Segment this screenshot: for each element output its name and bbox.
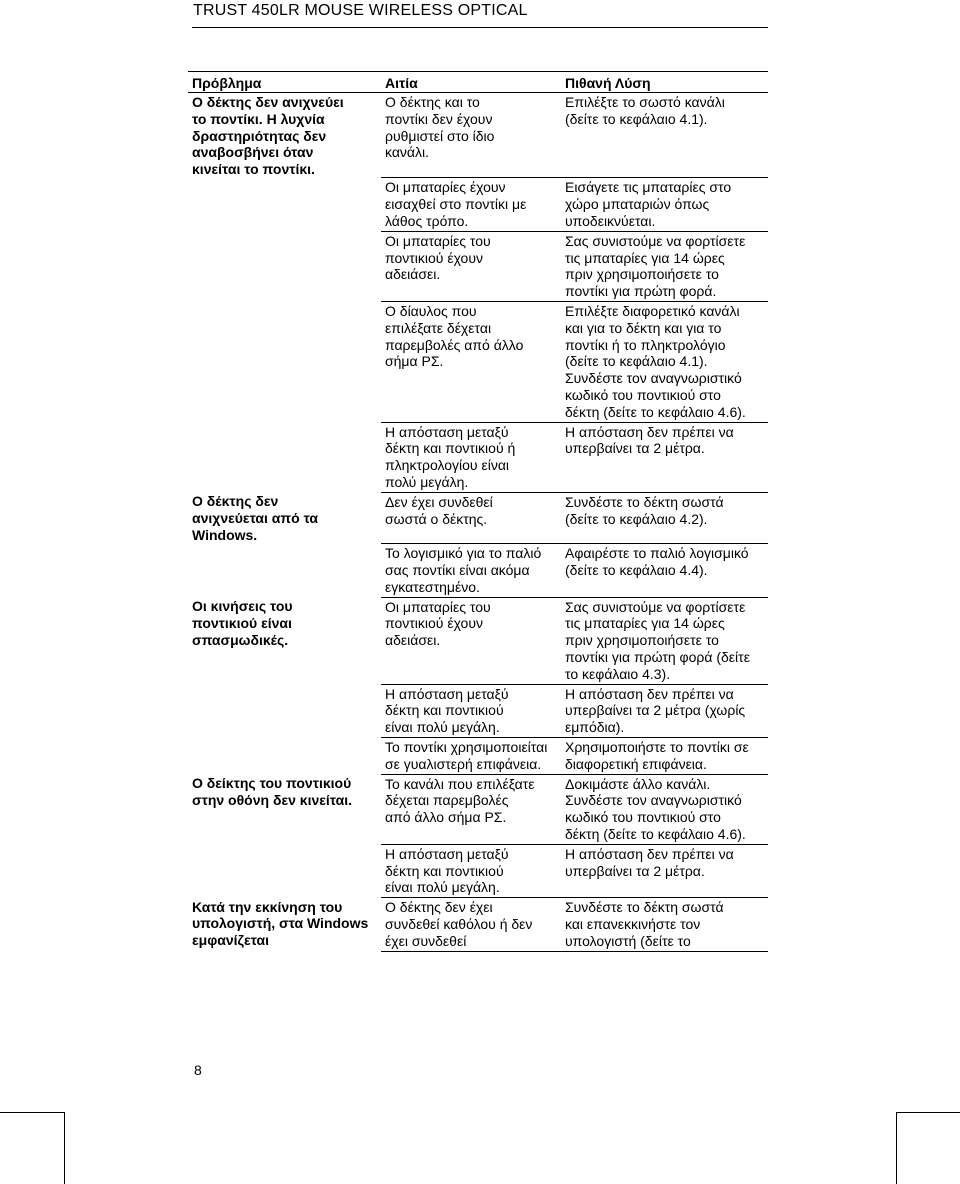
solution-cell: [561, 684, 768, 737]
cause-text: Ο δέκτης και το ποντίκι δεν έχουν ρυθμιστεί στο ίδιο κανάλι.: [385, 94, 495, 161]
cause-cell: [381, 737, 561, 774]
cause-text: Η απόσταση μεταξύ δέκτη και ποντικιού είναι πολύ μεγάλη.: [385, 685, 509, 736]
cause-text: Ο δέκτης δεν έχει συνδεθεί καθόλου ή δεν έχει συνδεθεί: [385, 899, 533, 949]
table-row: [188, 492, 768, 543]
table-row: [188, 737, 768, 774]
cause-text: Οι μπαταρίες του ποντικιού έχουν αδειάσει.: [385, 598, 491, 649]
problem-cell: Ο δείκτης του ποντικιού στην οθόνη δεν κινείται.: [192, 775, 353, 808]
table-row: [188, 544, 768, 597]
cause-cell: [381, 844, 561, 897]
solution-text: Σας συνιστούμε να φορτίσετε τις μπαταρίες για 14 ώρες πριν χρησιμοποιήσετε το ποντίκι για πρώτη φορά.: [565, 232, 746, 300]
solution-text: Η απόσταση δεν πρέπει να υπερβαίνει τα 2 μέτρα.: [565, 845, 734, 879]
solution-text: Σας συνιστούμε να φορτίσετε τις μπαταρίες για 14 ώρες πριν χρησιμοποιήσετε το ποντίκι για πρώτη φορά (δείτε το κεφάλαιο 4.3).: [565, 598, 750, 682]
table-header-row: [188, 72, 768, 93]
cause-cell: [381, 422, 561, 492]
cause-cell: [381, 684, 561, 737]
problem-cell: [188, 844, 381, 897]
table-row: [188, 844, 768, 897]
solution-cell: [561, 422, 768, 492]
problem-cell: [188, 231, 381, 301]
crop-mark-left-vertical: [64, 1112, 65, 1184]
solution-text: Επιλέξτε διαφορετικό κανάλι και για το δέκτη και για το ποντίκι ή το πληκτρολόγιο (δείτε το κεφάλαιο 4.1). Συνδέστε τον αναγνωριστικό κωδικό του ποντικιού στο δέκτη (δείτε το κεφάλαιο 4.6).: [565, 303, 746, 420]
solution-text: Εισάγετε τις μπαταρίες στο χώρο μπαταριών όπως υποδεικνύεται.: [565, 179, 732, 230]
cause-cell: [381, 302, 561, 423]
solution-text: Δοκιμάστε άλλο κανάλι. Συνδέστε τον αναγνωριστικό κωδικό του ποντικιού στο δέκτη (δείτε το κεφάλαιο 4.6).: [565, 775, 746, 842]
cause-cell: [381, 178, 561, 231]
solution-text: Η απόσταση δεν πρέπει να υπερβαίνει τα 2 μέτρα.: [565, 423, 734, 457]
solution-cell: [561, 597, 768, 684]
solution-text: Συνδέστε το δέκτη σωστά και επανεκκινήστε τον υπολογιστή (δείτε το: [565, 899, 724, 949]
solution-cell: [561, 302, 768, 423]
solution-cell: [561, 898, 768, 951]
problem-cell: Οι κινήσεις του ποντικιού είναι σπασμωδικές.: [192, 598, 293, 648]
solution-text: Αφαιρέστε το παλιό λογισμικό (δείτε το κεφάλαιο 4.4).: [565, 545, 749, 579]
cause-text: Η απόσταση μεταξύ δέκτη και ποντικιού ή πληκτρολογίου είναι πολύ μεγάλη.: [385, 423, 516, 491]
problem-cell: Κατά την εκκίνηση του υπολογιστή, στα Windows εμφανίζεται: [192, 898, 369, 949]
solution-cell: [561, 737, 768, 774]
problem-cell: [188, 178, 381, 231]
column-header-solution: Πιθανή Λύση: [561, 72, 768, 93]
table-row: [188, 422, 768, 492]
solution-cell: [561, 774, 768, 844]
solution-cell: [561, 544, 768, 597]
table-row: [188, 178, 768, 231]
crop-mark-right-vertical: [896, 1112, 897, 1184]
problem-cell: [188, 302, 381, 423]
solution-cell: [561, 492, 768, 543]
table-row: [188, 898, 768, 951]
cause-text: Ο δίαυλος που επιλέξατε δέχεται παρεμβολές από άλλο σήμα ΡΣ.: [385, 303, 524, 370]
solution-text: Συνδέστε το δέκτη σωστά (δείτε το κεφάλαιο 4.2).: [565, 493, 724, 527]
table-row: [188, 93, 768, 178]
table-row: [188, 597, 768, 684]
problem-cell: Ο δέκτης δεν ανιχνεύει το ποντίκι. Η λυχνία δραστηριότητας δεν αναβοσβήνει όταν κινείται το ποντίκι.: [192, 94, 344, 178]
problem-cell: [188, 544, 381, 597]
cause-text: Το ποντίκι χρησιμοποιείται σε γυαλιστερή επιφάνεια.: [385, 738, 548, 772]
solution-cell: [561, 844, 768, 897]
problem-cell: [188, 684, 381, 737]
table-row: [188, 302, 768, 423]
problem-cell: [188, 422, 381, 492]
cause-cell: [381, 597, 561, 684]
solution-text: Η απόσταση δεν πρέπει να υπερβαίνει τα 2 μέτρα (χωρίς εμπόδια).: [565, 685, 746, 736]
solution-cell: [561, 231, 768, 301]
table-row: [188, 231, 768, 301]
cause-cell: [381, 544, 561, 597]
page-number: 8: [194, 1062, 202, 1078]
troubleshooting-table: [188, 71, 768, 952]
header-divider: [192, 27, 768, 28]
cause-cell: [381, 774, 561, 844]
document-header-title: TRUST 450LR MOUSE WIRELESS OPTICAL: [193, 2, 528, 19]
table-row: [188, 774, 768, 844]
cause-cell: [381, 93, 561, 178]
problem-cell: [188, 737, 381, 774]
crop-mark-right-horizontal: [896, 1112, 960, 1113]
problem-cell: Ο δέκτης δεν ανιχνεύεται από τα Windows.: [192, 493, 319, 543]
solution-cell: [561, 178, 768, 231]
table-row: [188, 684, 768, 737]
solution-text: Χρησιμοποιήστε το ποντίκι σε διαφορετική επιφάνεια.: [565, 738, 749, 772]
solution-text: Επιλέξτε το σωστό κανάλι (δείτε το κεφάλαιο 4.1).: [565, 94, 725, 127]
crop-mark-left-horizontal: [0, 1112, 64, 1113]
solution-cell: [561, 93, 768, 178]
cause-cell: [381, 898, 561, 951]
cause-text: Το λογισμικό για το παλιό σας ποντίκι είναι ακόμα εγκατεστημένο.: [385, 545, 542, 595]
cause-cell: [381, 492, 561, 543]
column-header-problem: Πρόβλημα: [188, 72, 381, 93]
cause-cell: [381, 231, 561, 301]
cause-text: Η απόσταση μεταξύ δέκτη και ποντικιού είναι πολύ μεγάλη.: [385, 845, 509, 896]
cause-text: Οι μπαταρίες του ποντικιού έχουν αδειάσει.: [385, 232, 491, 283]
cause-text: Οι μπαταρίες έχουν εισαχθεί στο ποντίκι με λάθος τρόπο.: [385, 179, 527, 230]
cause-text: Δεν έχει συνδεθεί σωστά ο δέκτης.: [385, 493, 493, 527]
column-header-cause: Αιτία: [381, 72, 561, 93]
cause-text: Το κανάλι που επιλέξατε δέχεται παρεμβολές από άλλο σήμα ΡΣ.: [385, 775, 535, 826]
